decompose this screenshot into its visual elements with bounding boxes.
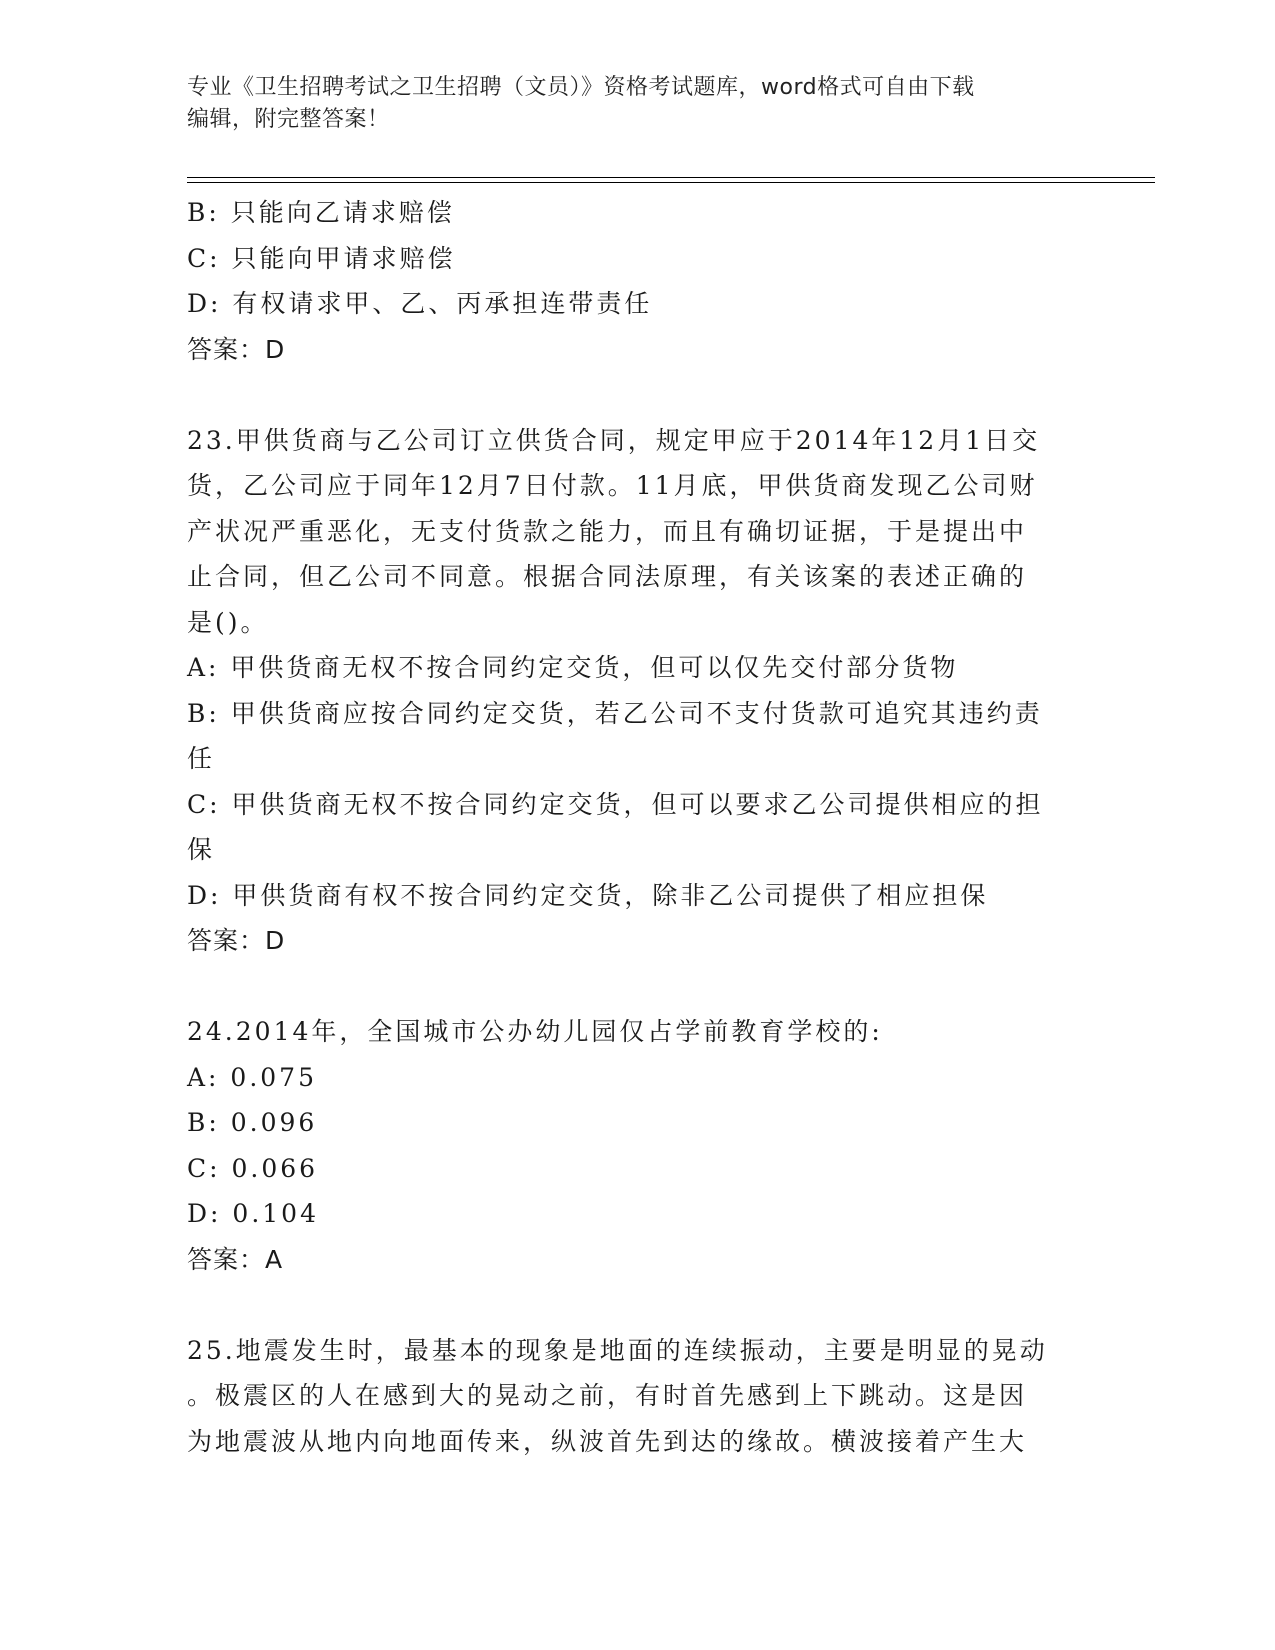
question-stem-line: 25.地震发生时，最基本的现象是地面的连续振动，主要是明显的晃动 — [187, 1335, 1048, 1365]
spacer — [187, 1282, 1087, 1328]
answer-line: 答案：D — [187, 926, 286, 955]
option-b: B: 只能向乙请求赔偿 — [187, 198, 455, 227]
question-24 — [187, 1009, 1087, 1282]
option-c: C: 只能向甲请求赔偿 — [187, 243, 456, 273]
option-d: D: 有权请求甲、乙、丙承担连带责任 — [187, 289, 653, 318]
option-c: C: 甲供货商无权不按合同约定交货，但可以要求乙公司提供相应的担 — [187, 789, 1044, 819]
option-a: A: 甲供货商无权不按合同约定交货，但可以仅先交付部分货物 — [187, 653, 959, 682]
header-line-2: 编辑，附完整答案！ — [187, 107, 390, 132]
option-d: D: 甲供货商有权不按合同约定交货，除非乙公司提供了相应担保 — [187, 880, 989, 910]
question-stem-line: 是()。 — [187, 607, 269, 637]
option-b: B: 甲供货商应按合同约定交货，若乙公司不支付货款可追究其违约责 — [187, 698, 1043, 728]
option-b-continued: 任 — [187, 744, 216, 773]
header-line-1: 专业《卫生招聘考试之卫生招聘（文员）》资格考试题库，word格式可自由下载 — [187, 75, 975, 100]
question-content — [187, 190, 1087, 1464]
spacer — [187, 372, 1087, 418]
question-stem-line: 。极震区的人在感到大的晃动之前，有时首先感到上下跳动。这是因 — [187, 1381, 1028, 1410]
option-b: B: 0.096 — [187, 1108, 318, 1137]
spacer — [187, 964, 1087, 1010]
answer-line: 答案：A — [187, 1244, 284, 1274]
header-divider-bottom — [187, 182, 1155, 183]
option-c: C: 0.066 — [187, 1153, 319, 1183]
question-stem-line: 产状况严重恶化，无支付货款之能力，而且有确切证据，于是提出中 — [187, 516, 1028, 546]
question-stem-line: 23.甲供货商与乙公司订立供货合同，规定甲应于2014年12月1日交 — [187, 425, 1041, 455]
question-stem-line: 货，乙公司应于同年12月7日付款。11月底，甲供货商发现乙公司财 — [187, 471, 1038, 500]
page-header — [187, 72, 1087, 136]
option-d: D: 0.104 — [187, 1199, 319, 1228]
question-23 — [187, 418, 1087, 964]
answer-line: 答案：D — [187, 334, 286, 364]
question-stem-line: 为地震波从地内向地面传来，纵波首先到达的缘故。横波接着产生大 — [187, 1426, 1028, 1456]
option-a: A: 0.075 — [187, 1062, 317, 1092]
question-stem-line: 24.2014年，全国城市公办幼儿园仅占学前教育学校的: — [187, 1017, 883, 1046]
option-c-continued: 保 — [187, 835, 216, 864]
question-22 — [187, 190, 1087, 372]
question-25 — [187, 1328, 1087, 1465]
header-divider-top — [187, 177, 1155, 178]
question-stem-line: 止合同，但乙公司不同意。根据合同法原理，有关该案的表述正确的 — [187, 562, 1028, 591]
